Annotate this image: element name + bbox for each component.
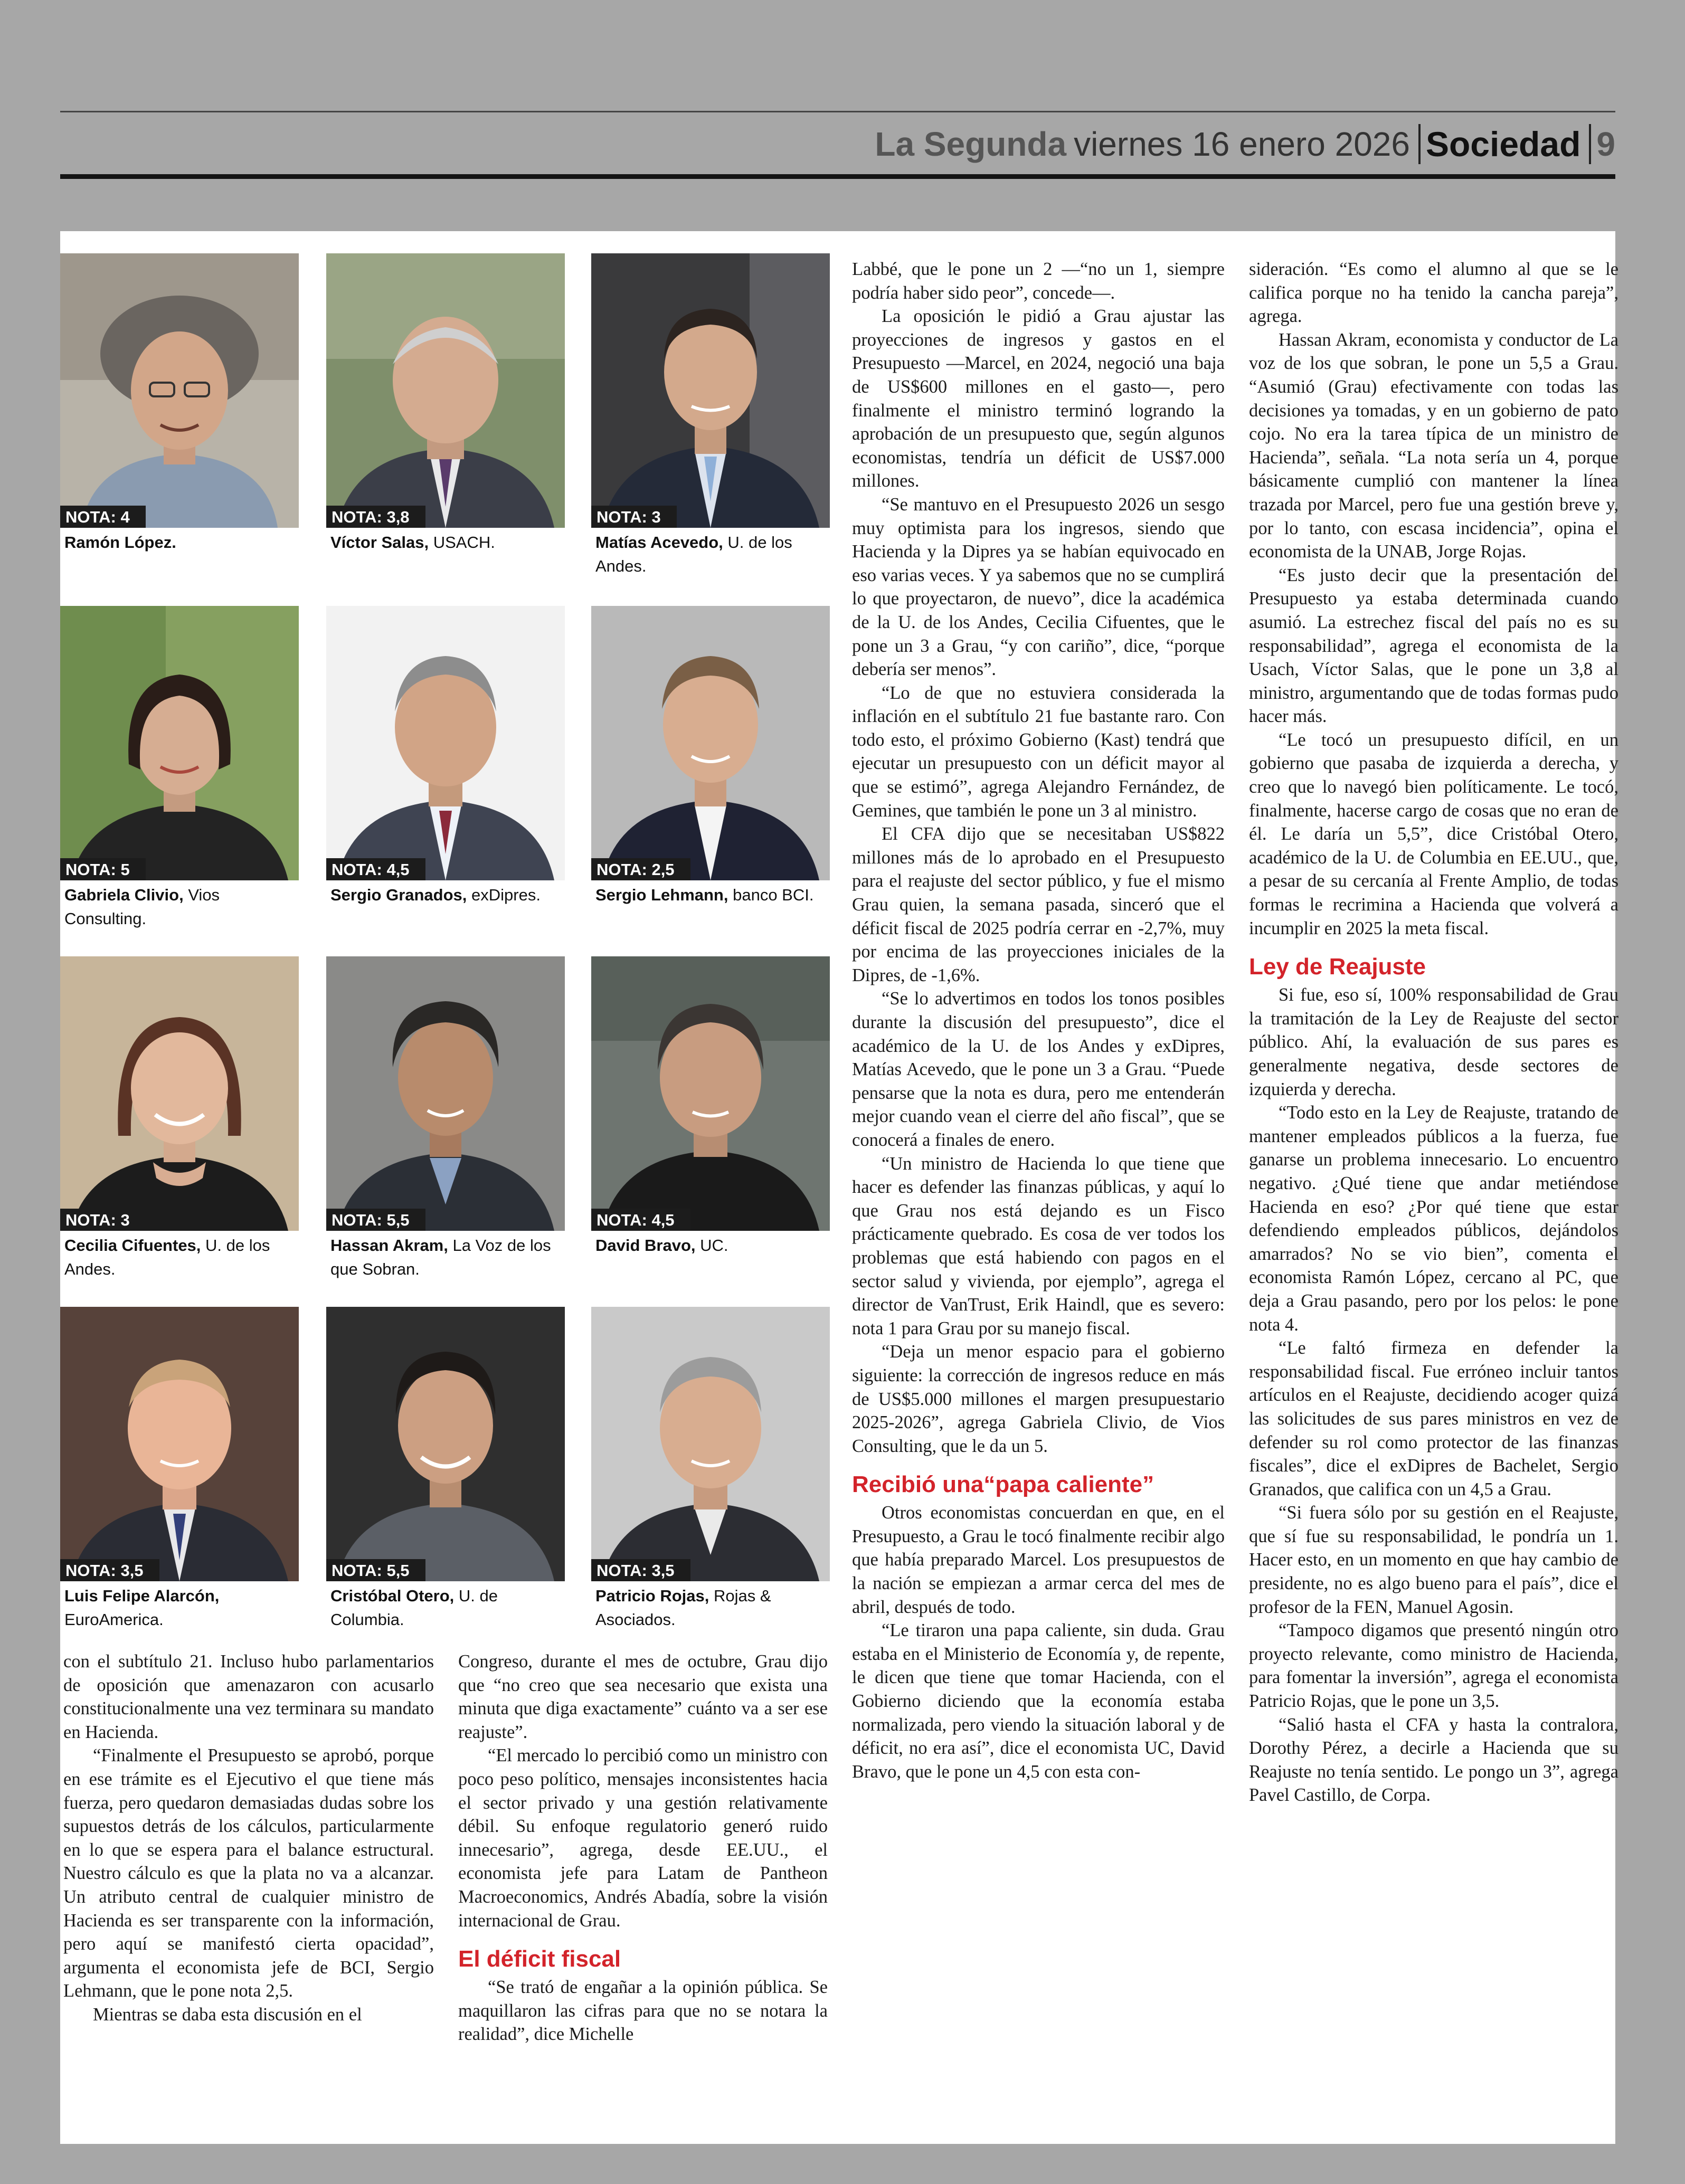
person-name: Hassan Akram, <box>330 1236 448 1255</box>
economist-card <box>60 1307 299 1631</box>
portrait-photo <box>60 253 299 528</box>
portrait-photo <box>326 1307 565 1581</box>
affiliation: U. de los Andes. <box>64 1236 270 1278</box>
paragraph: “Le tocó un presupuesto difícil, en un gobierno que pasaba de izquierda a derecha, y creo que lo navegó bien políticamente. Le tocó, finalmente, hacerse cargo de cosas que no eran de él. Le daría un 5,5”, dice Cristóbal Otero, académico de la U. de Columbia en EE.UU., que, a pesar de su cercanía al Frente Amplio, de todas formas le recrimina a Hacienda que volverá a incumplir en 2025 la meta fiscal. <box>1249 729 1618 938</box>
affiliation: USACH. <box>429 533 495 552</box>
grade-badge: NOTA: 3,5 <box>60 1559 159 1581</box>
grade-badge: NOTA: 4 <box>60 506 146 528</box>
paragraph: “Se mantuvo en el Presupuesto 2026 un sesgo muy optimista para los ingresos, siendo que Hacienda y la Dipres ya se habían equivocado en eso varias veces. Y ya sabemos que no se cumplirá lo que proyectaron, de nuevo”, dice la académica de la U. de los Andes, Cecilia Cifuentes, que le pone un 3 a Grau, “y con cariño”, dice, “porque debería ser menos”. <box>852 494 1225 680</box>
paragraph: “Le faltó firmeza en defender la responsabilidad fiscal. Fue erróneo incluir tantos artículos en el Reajuste, decidiendo acoger quizá las solicitudes de sus pares ministros en vez de defender su rol como protector de las finanzas fiscales”, dice el exDipres de Bachelet, Sergio Granados, que califica con un 4,5 a Grau. <box>1249 1338 1618 1499</box>
grade-badge: NOTA: 3 <box>60 1209 146 1231</box>
caption <box>64 1584 299 1631</box>
caption <box>595 530 830 578</box>
economist-card <box>60 956 299 1281</box>
paragraph: “Es justo decir que la presentación del Presupuesto ya estaba determinada cuando asumió. La estrechez fiscal del país no es su responsabilidad”, agrega el economista de la Usach, Víctor Salas, que le pone un 3,8 al ministro, argumentando que de todas formas pudo hacer más. <box>1249 565 1618 727</box>
person-name: Cristóbal Otero, <box>330 1587 455 1605</box>
affiliation: UC. <box>695 1236 728 1255</box>
portrait-photo <box>591 606 830 880</box>
affiliation: U. de Columbia. <box>330 1587 498 1629</box>
paragraph: Hassan Akram, economista y conductor de La voz de los que sobran, le pone un 5,5 a Grau. “Asumió (Grau) efectivamente con todas las decisiones ya tomadas, y en un gobierno de pato cojo. No era la tarea típica de un ministro de Hacienda”, señala. “La nota sería un 4, porque básicamente cumplió con mantener la línea trazada por Marcel, pero fue una gestión breve y, por lo tanto, con escasa incidencia”, opina el economista de la UNAB, Jorge Rojas. <box>1249 329 1618 562</box>
paragraph: La oposición le pidió a Grau ajustar las proyecciones de ingresos y gastos en el Presupuesto —Marcel, en 2024, negoció una baja de US$600 millones en el gasto—, pero finalmente el ministro terminó logrando la aprobación de un presupuesto que, según algunos economistas, tendría un déficit de US$7.000 millones. <box>852 306 1225 491</box>
paragraph: “El mercado lo percibió como un ministro con poco peso político, mensajes inconsistentes hacia el sector privado y una gestión relativamente débil. Su enfoque regulatorio generó ruido innecesario”, agrega, desde EE.UU., el economista jefe para Latam de Pantheon Macroeconomics, Andrés Abadía, sobre la visión internacional de Grau. <box>458 1745 828 1931</box>
paragraph: Mientras se daba esta discusión en el <box>93 2004 362 2025</box>
paragraph: con el subtítulo 21. Incluso hubo parlamentarios de oposición que amenazaron con acusarlo constitucionalmente una vez terminara su mandato en Hacienda. <box>63 1651 434 1742</box>
paragraph: El CFA dijo que se necesitaban US$822 millones más de lo aprobado en el Presupuesto para el reajuste del sector público, y fue el mismo Grau quien, la semana pasada, sinceró que el déficit fiscal de 2025 podría cerrar en -2,7%, muy por encima de las proyecciones iniciales de la Dipres, de -1,6%. <box>852 824 1225 985</box>
paragraph: “Se lo advertimos en todos los tonos posibles durante la discusión del presupuesto”, dice el académico de la U. de los Andes y exDipres, Matías Acevedo, que le pone un 3 a Grau. “Puede pensarse que la nota es dura, pero me entenderán mejor cuando vean el cierre del año fiscal”, que se conocerá a finales de enero. <box>852 989 1225 1150</box>
affiliation: EuroAmerica. <box>64 1610 164 1629</box>
caption <box>64 530 299 554</box>
paragraph: “Se trató de engañar a la opinión pública. Se maquillaron las cifras para que no se notara la realidad”, dice Michelle <box>458 1977 828 2045</box>
grade-badge: NOTA: 5 <box>60 858 146 880</box>
economist-card <box>60 253 299 554</box>
affiliation: banco BCI. <box>728 886 814 904</box>
portrait-photo <box>326 253 565 528</box>
caption <box>64 1233 299 1281</box>
economist-card <box>60 606 299 930</box>
person-name: Gabriela Clivio, <box>64 886 184 904</box>
text-column-2 <box>458 1650 828 2046</box>
grade-badge: NOTA: 2,5 <box>591 858 690 880</box>
issue-date: viernes 16 enero 2026 <box>1074 125 1410 163</box>
caption <box>64 883 299 930</box>
person-name: Luis Felipe Alarcón, <box>64 1587 220 1605</box>
affiliation: Vios Consulting. <box>64 886 220 928</box>
newspaper-brand: La Segunda <box>875 125 1067 163</box>
portrait-photo <box>60 606 299 880</box>
affiliation: exDipres. <box>467 886 541 904</box>
economist-card <box>326 253 565 554</box>
text-column-4 <box>1249 258 1618 1807</box>
caption <box>330 530 565 554</box>
caption <box>330 883 565 907</box>
economist-card <box>591 956 830 1257</box>
paragraph: “Le tiraron una papa caliente, sin duda. Grau estaba en el Ministerio de Economía y, de repente, le dicen que tiene que tomar Hacienda, con el Gobierno diciendo que la economía estaba normalizada, pero viendo la situación laboral y de déficit, no era así”, dice el economista UC, David Bravo, que le pone un 4,5 con esta con- <box>852 1620 1225 1782</box>
portrait-photo <box>591 253 830 528</box>
person-name: David Bravo, <box>595 1236 696 1255</box>
economist-card <box>591 253 830 578</box>
paragraph: “Un ministro de Hacienda lo que tiene que hacer es defender las finanzas públicas, y aquí lo que Grau nos está dejando es un Fisco prácticamente quebrado. Es cosa de ver todos los problemas que está habiendo con pagos en el sector salud y vivienda, por ejemplo”, agrega el director de VanTrust, Erik Haindl, que es severo: nota 1 para Grau por su manejo fiscal. <box>852 1153 1225 1338</box>
paragraph: Congreso, durante el mes de octubre, Grau dijo que “no creo que sea necesario que exista una minuta que diga exactamente” cuánto va a ser ese reajuste”. <box>458 1651 828 1742</box>
affiliation: Rojas & Asociados. <box>595 1587 771 1629</box>
caption <box>330 1584 565 1631</box>
header-separator <box>1418 124 1421 164</box>
person-name: Patricio Rojas, <box>595 1587 709 1605</box>
portrait-photo <box>591 1307 830 1581</box>
caption <box>595 1584 830 1631</box>
subheading: Recibió una“papa caliente” <box>852 1471 1154 1498</box>
page-header <box>60 111 1615 181</box>
economist-card <box>326 606 565 907</box>
grade-badge: NOTA: 4,5 <box>326 858 425 880</box>
person-name: Matías Acevedo, <box>595 533 723 552</box>
caption <box>595 1233 830 1257</box>
paragraph: “Todo esto en la Ley de Reajuste, tratando de mantener empleados públicos a la fuerza, fue ganarse un problema innecesario. Lo encuentro negativo. ¿Qué tiene que andar metiéndose Hacienda en eso? ¿Por qué tiene que estar defendiendo empleados públicos, dejándolos amarrados? No se vio bien”, comenta el economista Ramón López, cercano al PC, que deja a Grau pasando, pero por los pelos: le pone nota 4. <box>1249 1103 1618 1335</box>
subheading: Ley de Reajuste <box>1249 954 1426 980</box>
caption <box>330 1233 565 1281</box>
paragraph: “Deja un menor espacio para el gobierno siguiente: la corrección de ingresos reduce en más de US$5.000 millones el margen presupuestario 2025-2026”, agrega Gabriela Clivio, de Vios Consulting, que le da un 5. <box>852 1342 1225 1456</box>
subheading: El déficit fiscal <box>458 1946 621 1972</box>
text-column-1 <box>63 1650 434 2027</box>
header-bottom-rule <box>60 174 1615 179</box>
header-separator <box>1589 124 1591 164</box>
affiliation: La Voz de los que Sobran. <box>330 1236 551 1278</box>
grade-badge: NOTA: 5,5 <box>326 1209 425 1231</box>
paragraph: Labbé, que le pone un 2 —“no un 1, siempre podría haber sido peor”, concede—. <box>852 259 1225 303</box>
grade-badge: NOTA: 3,8 <box>326 506 425 528</box>
grade-badge: NOTA: 3 <box>591 506 677 528</box>
grade-badge: NOTA: 4,5 <box>591 1209 690 1231</box>
affiliation: U. de los Andes. <box>595 533 792 575</box>
economist-card <box>326 956 565 1281</box>
text-column-3 <box>852 258 1225 1783</box>
economist-card <box>591 606 830 907</box>
economist-card <box>591 1307 830 1631</box>
paragraph: Otros economistas concuerdan en que, en el Presupuesto, a Grau le tocó finalmente recibir algo que había preparado Marcel. Los presupuestos de la nación se empiezan a armar cerca del mes de abril, después de todo. <box>852 1503 1225 1617</box>
header-top-rule <box>60 111 1615 112</box>
person-name: Víctor Salas, <box>330 533 429 552</box>
person-name: Sergio Lehmann, <box>595 886 728 904</box>
grade-badge: NOTA: 3,5 <box>591 1559 690 1581</box>
article-page <box>60 231 1618 2144</box>
paragraph: “Lo de que no estuviera considerada la inflación en el subtítulo 21 fue bastante raro. Con todo esto, el próximo Gobierno (Kast) tendrá que ejecutar un presupuesto con un déficit mayor al que se estimó”, agrega Alejandro Fernández, de Gemines, que también le pone un 3 al ministro. <box>852 682 1225 821</box>
economist-card <box>326 1307 565 1631</box>
paragraph: “Tampoco digamos que presentó ningún otro proyecto relevante, como ministro de Hacienda, para fomentar la inversión”, agrega el economista Patricio Rojas, que le pone un 3,5. <box>1249 1620 1618 1712</box>
paragraph: “Finalmente el Presupuesto se aprobó, porque en ese trámite es el Ejecutivo el que tiene más fuerza, pero quedaron demasiadas dudas sobre los supuestos detrás de los cálculos, particularmente en lo que se espera para el balance estructural. Nuestro cálculo es que la plata no va a alcanzar. Un atributo central de cualquier ministro de Hacienda es ser transparente con la información, pero aquí se manifestó cierta opacidad”, argumenta el economista jefe de BCI, Sergio Lehmann, que le pone nota 2,5. <box>63 1745 434 2001</box>
paragraph: “Salió hasta el CFA y hasta la contralora, Dorothy Pérez, a decirle a Hacienda que su Reajuste no tenía sentido. Le pongo un 3”, agrega Pavel Castillo, de Corpa. <box>1249 1714 1618 1806</box>
person-name: Cecilia Cifuentes, <box>64 1236 201 1255</box>
page-number: 9 <box>1596 125 1615 163</box>
portrait-photo <box>60 1307 299 1581</box>
paragraph: Si fue, eso sí, 100% responsabilidad de Grau la tramitación de la Ley de Reajuste del sector público. Ahí, la evaluación de sus pares es generalmente negativa, desde sectores de izquierda y derecha. <box>1249 985 1618 1099</box>
header-line <box>875 120 1615 168</box>
section-name: Sociedad <box>1425 125 1581 164</box>
paragraph: “Si fuera sólo por su gestión en el Reajuste, que sí fue su responsabilidad, le pondría un 1. Hacer esto, en un momento en que hay cambio de presidente, no es algo bueno para el país”, dice el profesor de la FEN, Manuel Agosin. <box>1249 1503 1618 1617</box>
portrait-photo <box>326 606 565 880</box>
paragraph: sideración. “Es como el alumno al que se le califica porque no ha tenido la cancha pareja”, agrega. <box>1249 259 1618 327</box>
person-name: Sergio Granados, <box>330 886 467 904</box>
person-name: Ramón López. <box>64 533 176 552</box>
portrait-photo <box>591 956 830 1231</box>
portrait-photo <box>326 956 565 1231</box>
caption <box>595 883 830 907</box>
grade-badge: NOTA: 5,5 <box>326 1559 425 1581</box>
portrait-photo <box>60 956 299 1231</box>
